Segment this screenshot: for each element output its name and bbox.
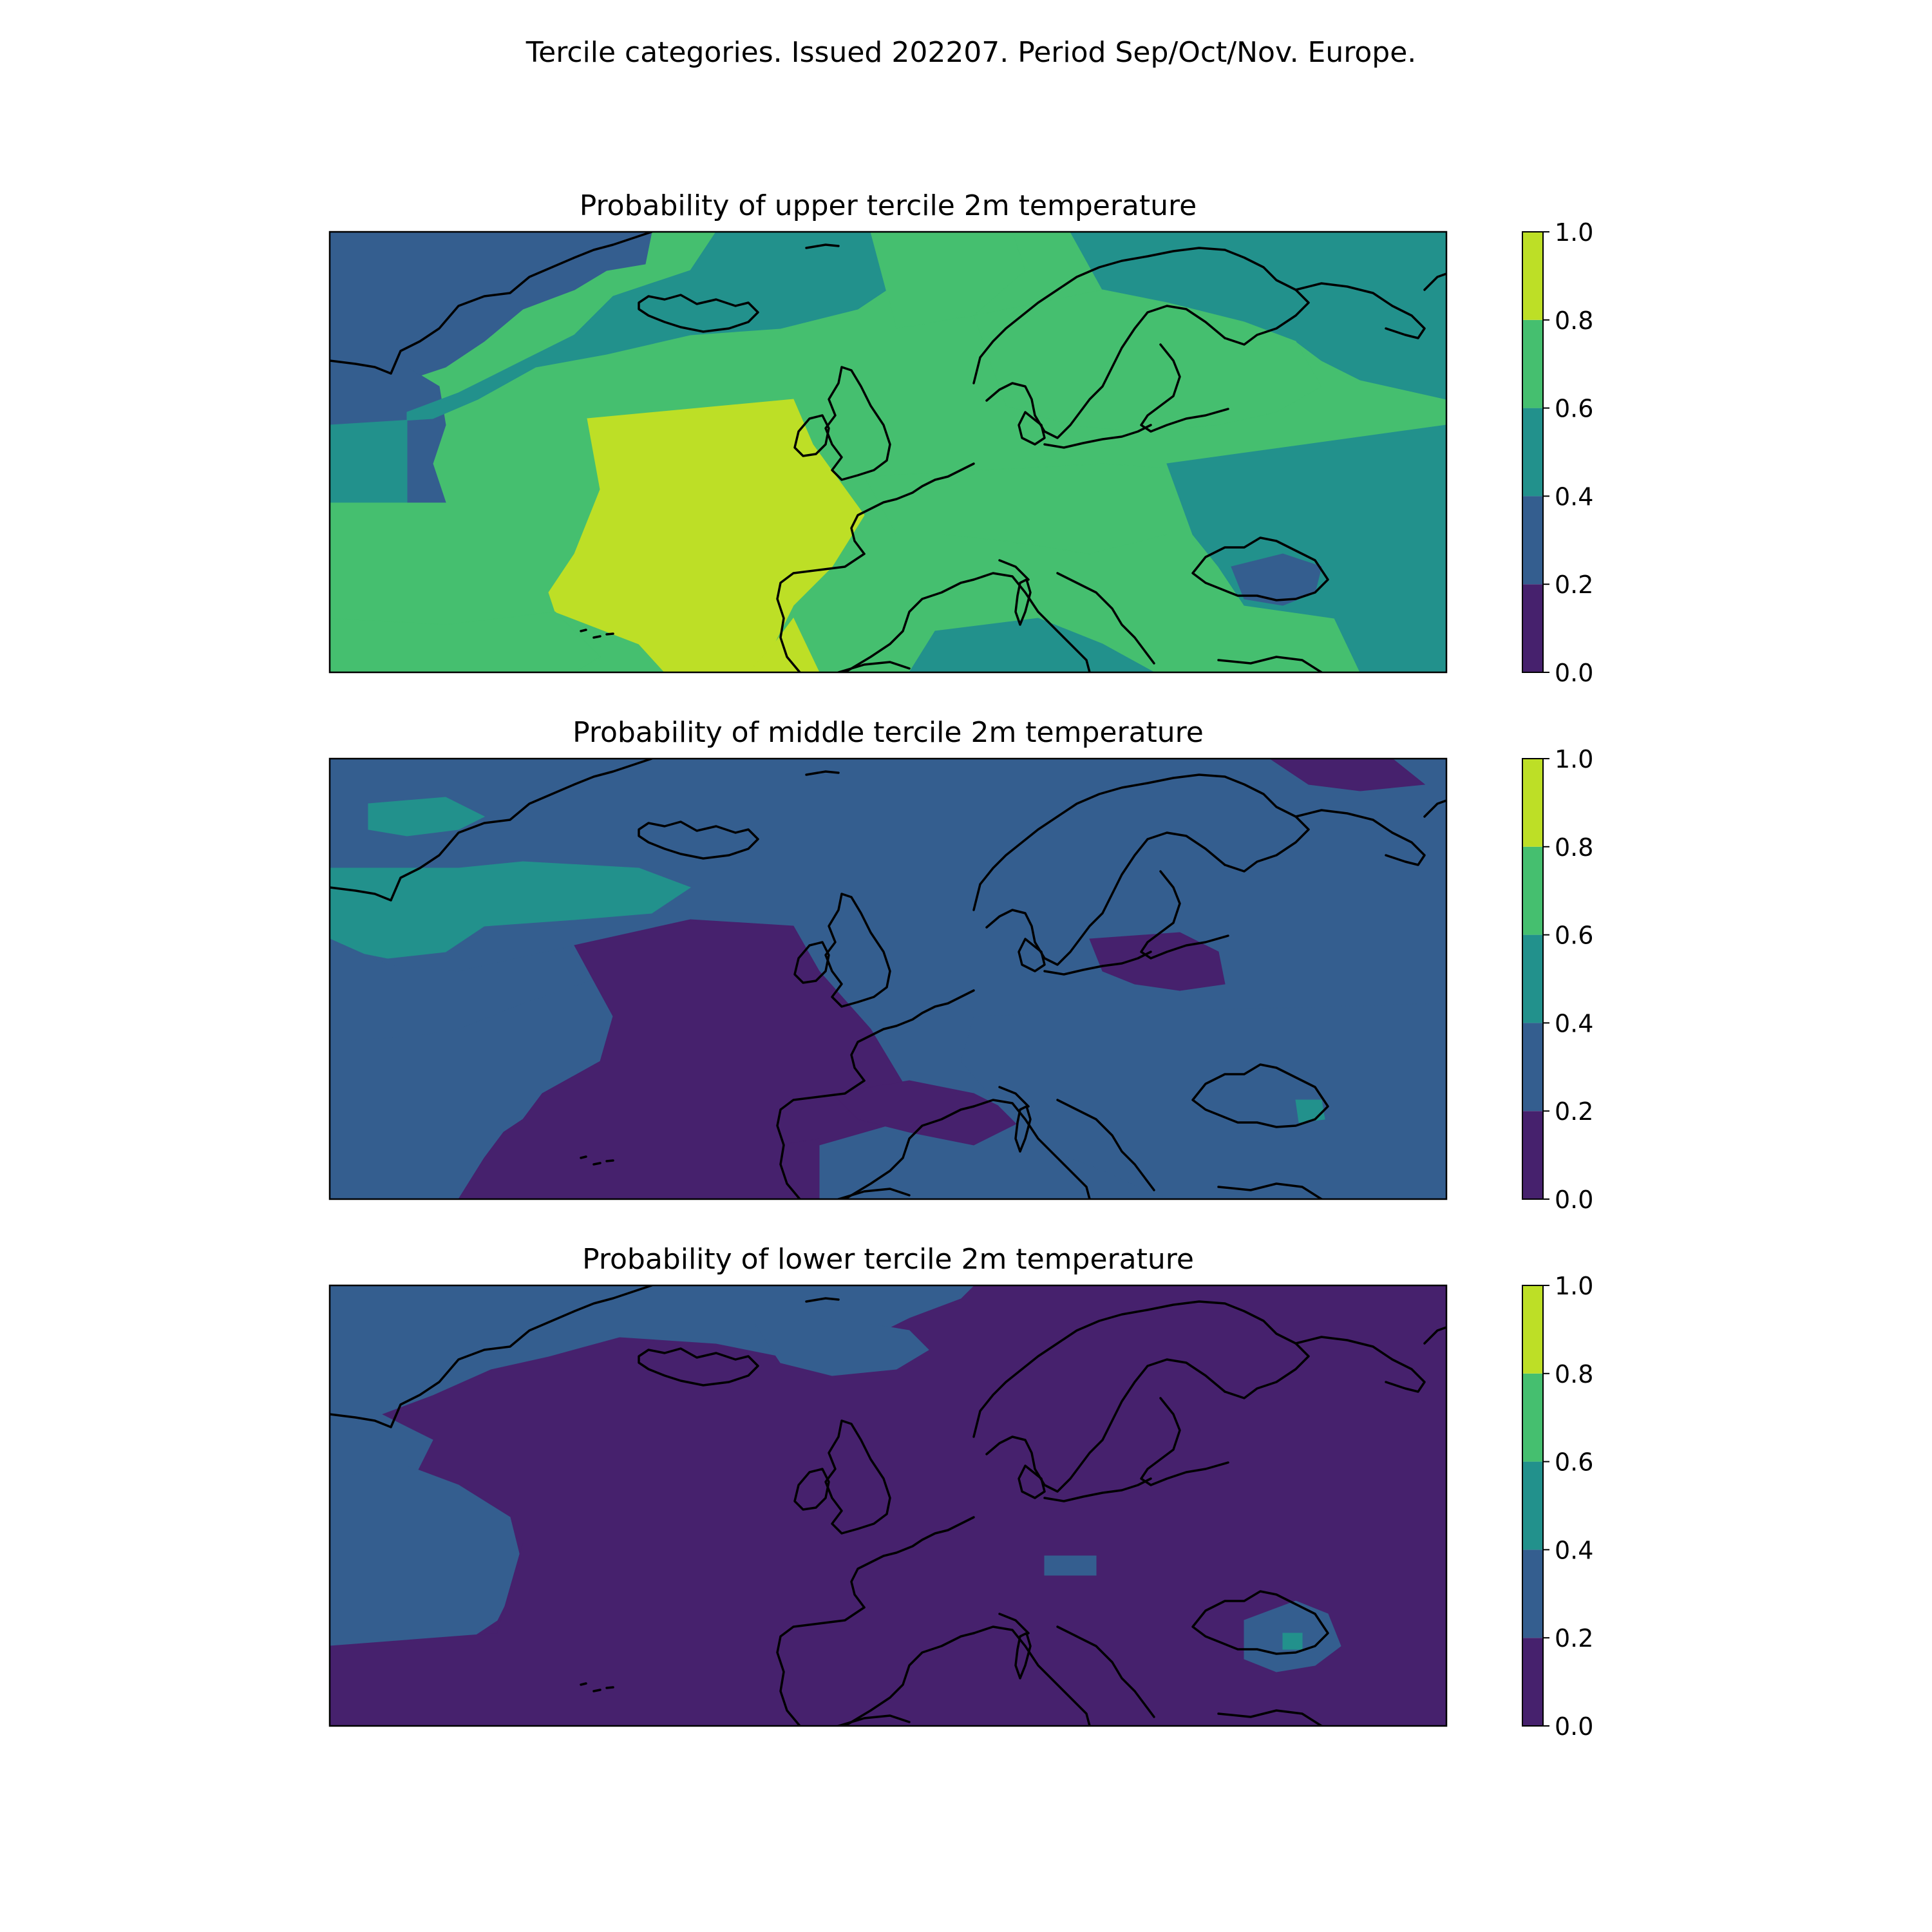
- panel-title: Probability of upper tercile 2m temperature: [579, 189, 1197, 222]
- colorbar-segment: [1522, 232, 1543, 320]
- colorbar-segment: [1522, 496, 1543, 584]
- colorbar-segment: [1522, 408, 1543, 497]
- colorbar-tick-label: 0.6: [1555, 1448, 1594, 1477]
- colorbar: [1522, 1272, 1593, 1741]
- colorbar-tick-label: 0.4: [1555, 1009, 1594, 1038]
- panel-title: Probability of lower tercile 2m temperature: [582, 1243, 1194, 1276]
- colorbar-tick-label: 0.0: [1555, 1712, 1594, 1741]
- map-area: [330, 759, 1446, 1199]
- colorbar-segment: [1522, 1111, 1543, 1199]
- colorbar-tick-label: 0.2: [1555, 571, 1594, 600]
- map-area: [330, 232, 1446, 672]
- colorbar-tick-label: 0.2: [1555, 1624, 1594, 1653]
- colorbar-segment: [1522, 1285, 1543, 1374]
- colorbar-segment: [1522, 1638, 1543, 1726]
- colorbar-tick-label: 0.0: [1555, 659, 1594, 687]
- colorbar-tick-label: 1.0: [1555, 218, 1594, 247]
- colorbar-segment: [1522, 759, 1543, 847]
- colorbar-segment: [1522, 1462, 1543, 1550]
- colorbar: [1522, 218, 1593, 687]
- colorbar-tick-label: 0.4: [1555, 482, 1594, 511]
- contour-region-black-sea-east: [1296, 1100, 1325, 1122]
- colorbar-tick-label: 0.0: [1555, 1186, 1594, 1214]
- contour-region-central-europe-patch: [1045, 1556, 1096, 1575]
- panel-lower: [330, 1243, 1593, 1741]
- colorbar-tick-label: 0.6: [1555, 394, 1594, 423]
- colorbar-tick-label: 0.6: [1555, 921, 1594, 950]
- colorbar-segment: [1522, 935, 1543, 1023]
- colorbar-tick-label: 0.4: [1555, 1536, 1594, 1565]
- colorbar-segment: [1522, 1549, 1543, 1638]
- figure-suptitle: Tercile categories. Issued 202207. Period Sep/Oct/Nov. Europe.: [526, 36, 1417, 69]
- colorbar-tick-label: 0.8: [1555, 1359, 1594, 1388]
- colorbar: [1522, 745, 1593, 1214]
- colorbar-tick-label: 0.2: [1555, 1097, 1594, 1126]
- colorbar-segment: [1522, 320, 1543, 408]
- colorbar-segment: [1522, 1374, 1543, 1462]
- colorbar-segment: [1522, 584, 1543, 672]
- colorbar-segment: [1522, 1023, 1543, 1111]
- contour-region-iberian-atlantic: [781, 1139, 819, 1199]
- map-area: [330, 1285, 1446, 1726]
- colorbar-segment: [1522, 847, 1543, 935]
- panel-upper: [330, 189, 1593, 687]
- colorbar-tick-label: 1.0: [1555, 745, 1594, 773]
- colorbar-tick-label: 1.0: [1555, 1272, 1594, 1300]
- panel-title: Probability of middle tercile 2m temperature: [573, 716, 1204, 749]
- contour-region-black-sea-center: [1283, 1633, 1302, 1649]
- colorbar-tick-label: 0.8: [1555, 306, 1594, 335]
- panel-middle: [330, 716, 1593, 1214]
- colorbar-tick-label: 0.8: [1555, 833, 1594, 862]
